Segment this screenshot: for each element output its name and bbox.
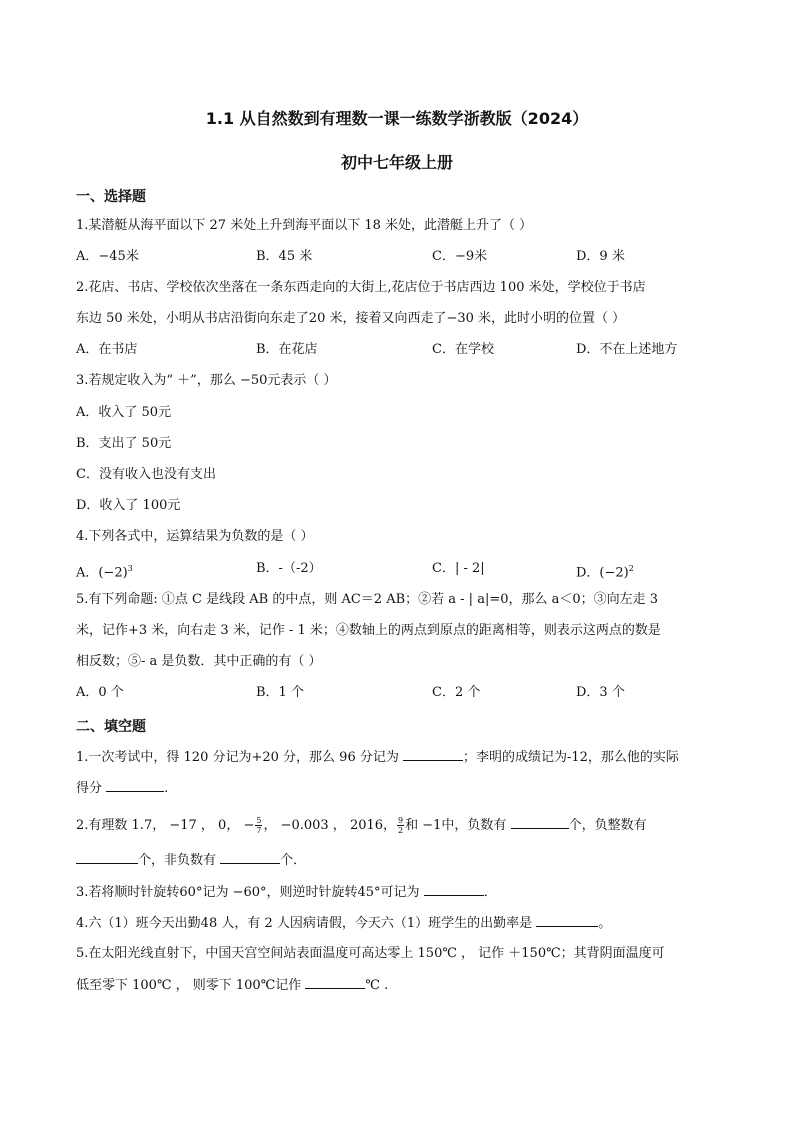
f4-text-1: 4.六（1）班今天出勤48 人，有 2 人因病请假，今天六（1）班学生的出勤率是 <box>76 916 533 931</box>
q1-option-b: B．45 米 <box>256 249 313 264</box>
q4-option-d-base: D．(−2) <box>576 565 629 581</box>
q5-stem-line1: 5.有下列命题: ①点 C 是线段 AB 的中点，则 AC＝2 AB；②若 a - | a|=0，那么 a＜0；③向左走 3 <box>76 592 659 607</box>
f4-text-2: 。 <box>598 916 612 931</box>
f2-line1 <box>76 816 647 835</box>
f5-text-2: ℃ . <box>365 978 389 993</box>
q5-option-d: D．3 个 <box>576 685 625 700</box>
f2-line2 <box>76 851 306 870</box>
q4-option-a-base: A．(−2) <box>76 565 128 581</box>
f1-text-2: ；李明的成绩记为-12，那么他的实际 <box>463 750 679 765</box>
q4-option-c: C．| - 2| <box>432 561 485 576</box>
answer-blank[interactable] <box>106 779 164 792</box>
q5-stem-line2: 米，记作+3 米，向右走 3 米，记作 - 1 米；④数轴上的两点到原点的距离相等，则表示这两点的数是 <box>76 623 661 638</box>
answer-blank[interactable] <box>305 976 365 989</box>
q5-option-c: C．2 个 <box>432 685 481 700</box>
q2-option-c: C．在学校 <box>432 342 494 357</box>
q3-stem: 3.若规定收入为“ ＋”，那么 −50元表示（ ） <box>76 373 337 388</box>
answer-blank[interactable] <box>424 883 484 896</box>
q4-stem: 4.下列各式中，运算结果为负数的是（ ） <box>76 529 314 544</box>
q1-option-a: A．−45米 <box>76 249 139 264</box>
q3-option-d: D．收入了 100元 <box>76 498 181 513</box>
q4-option-a <box>76 560 133 582</box>
q5-stem-line3: 相反数；⑤- a 是负数．其中正确的有（ ） <box>76 654 322 669</box>
answer-blank[interactable] <box>536 914 598 927</box>
q2-stem-line2: 东边 50 米处，小明从书店沿街向东走了20 米，接着又向西走了−30 米，此时小明的位置（ ） <box>76 311 626 326</box>
f4-line <box>76 914 611 933</box>
q5-option-a: A．0 个 <box>76 685 124 700</box>
q3-option-b: B．支出了 50元 <box>76 436 172 451</box>
answer-blank[interactable] <box>220 851 280 864</box>
f5-text-1: 低至零下 100℃ ， 则零下 100℃记作 <box>76 978 302 993</box>
q1-option-c: C．−9米 <box>432 249 488 264</box>
answer-blank[interactable] <box>403 748 463 761</box>
f2-text-2: ， −0.003 ， 2016， <box>263 818 397 833</box>
q2-stem-line1: 2.花店、书店、学校依次坐落在一条东西走向的大街上,花店位于书店西边 100 米处，学校位于书店 <box>76 280 646 295</box>
f3-text-1: 3.若将顺时针旋转60°记为 −60°，则逆时针旋转45°可记为 <box>76 885 420 900</box>
q4-option-d-exponent: 2 <box>628 564 634 573</box>
fraction-denominator: 7 <box>256 826 262 835</box>
f5-line2 <box>76 976 388 995</box>
f1-text-1: 1.一次考试中，得 120 分记为+20 分，那么 96 分记为 <box>76 750 399 765</box>
fraction-denominator: 2 <box>398 826 404 835</box>
q2-option-a: A．在书店 <box>76 342 138 357</box>
q3-option-a: A．收入了 50元 <box>76 405 172 420</box>
answer-blank[interactable] <box>511 816 569 829</box>
f2-text-3: 和 −1中，负数有 <box>405 818 507 833</box>
f2-text-5: 个，非负数有 <box>138 853 217 868</box>
q1-option-d: D．9 米 <box>576 249 625 264</box>
q1-stem: 1.某潜艇从海平面以下 27 米处上升到海平面以下 18 米处，此潜艇上升了（ ） <box>76 218 533 233</box>
f2-text-1: 2.有理数 1.7， −17 ， 0， − <box>76 818 255 833</box>
q2-option-d: D．不在上述地方 <box>576 342 678 357</box>
f1-line2 <box>76 779 168 798</box>
q3-option-c: C．没有收入也没有支出 <box>76 467 216 482</box>
q2-option-b: B．在花店 <box>256 342 318 357</box>
f5-line1: 5.在太阳光线直射下，中国天宫空间站表面温度可高达零上 150℃ ， 记作 ＋150℃；其背阴面温度可 <box>76 946 665 961</box>
answer-blank[interactable] <box>76 851 138 864</box>
section-heading-choice: 一、选择题 <box>76 189 146 205</box>
doc-title-line1: 1.1 从自然数到有理数一课一练数学浙教版（2024） <box>205 109 589 128</box>
q5-option-b: B．1 个 <box>256 685 304 700</box>
section-heading-fill-in: 二、填空题 <box>76 719 146 735</box>
fraction-numerator: 9 <box>398 816 404 825</box>
f3-text-2: ． <box>483 885 497 900</box>
fraction-numerator: 5 <box>256 816 262 825</box>
f2-text-6: 个． <box>280 853 307 868</box>
q4-option-a-exponent: 3 <box>127 564 133 573</box>
fraction <box>397 816 404 835</box>
f1-text-3: 得分 <box>76 781 103 796</box>
q4-option-d <box>576 560 634 582</box>
f1-line1 <box>76 748 679 767</box>
doc-title-line2: 初中七年级上册 <box>340 153 453 172</box>
fraction <box>255 816 262 835</box>
f3-line <box>76 883 497 902</box>
q4-option-b: B．-（-2） <box>256 561 322 576</box>
f1-text-4: . <box>164 781 169 796</box>
f2-text-4: 个，负整数有 <box>568 818 647 833</box>
